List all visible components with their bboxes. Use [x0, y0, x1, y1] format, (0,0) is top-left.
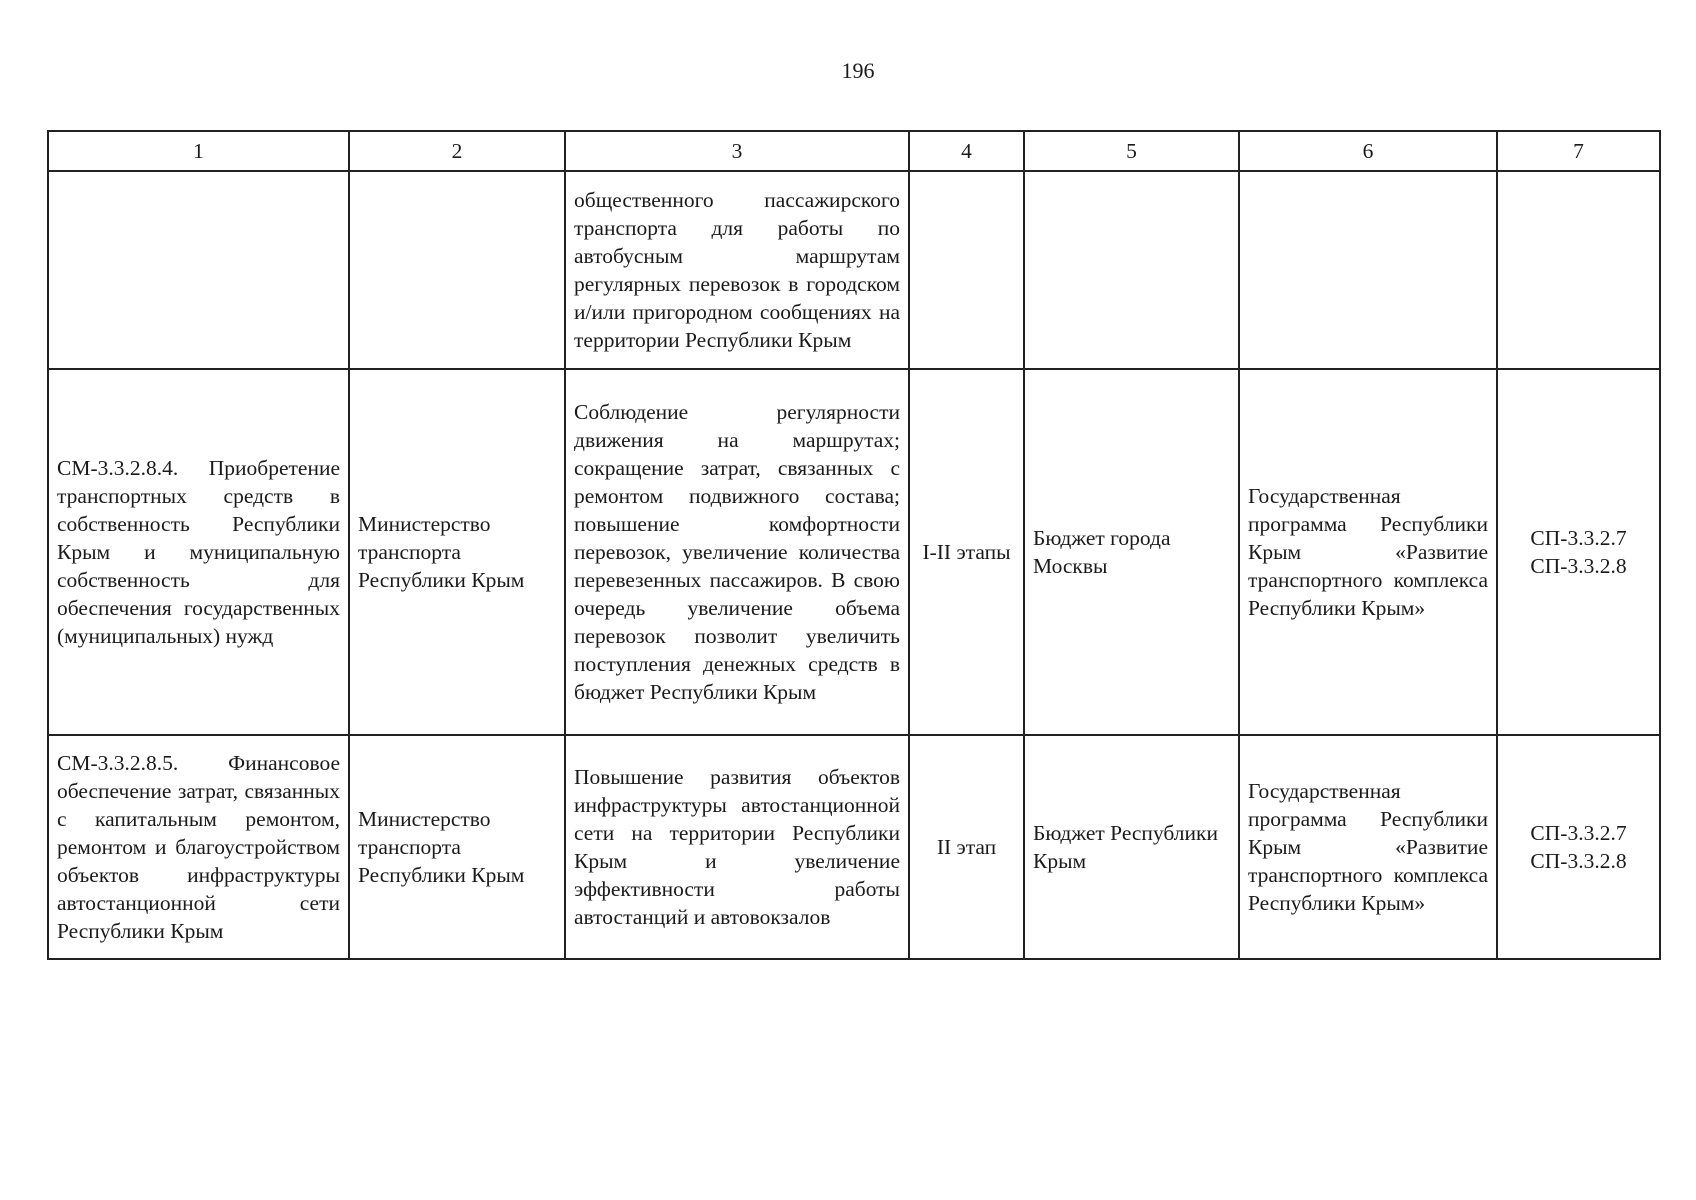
responsible-cell: Министерство транспорта Республики Крым [349, 369, 565, 735]
link-code: СП-3.3.2.7 [1530, 526, 1627, 550]
funding-source-cell: Бюджет города Москвы [1024, 369, 1239, 735]
column-number-1: 1 [48, 131, 349, 171]
responsible-cell [349, 171, 565, 369]
link-cell [1497, 735, 1660, 959]
stage-cell: I-II этапы [909, 369, 1024, 735]
expected-result-cell: Соблюдение регулярности движения на маршрутах; сокращение затрат, связанных с ремонтом подвижного состава; повышение комфортности перевозок, увеличение количества перевезенных пассажиров. В свою очередь увеличение объема перевозок позволит увеличить поступления денежных средств в бюджет Республики Крым [565, 369, 909, 735]
link-cell [1497, 369, 1660, 735]
measure-cell: СМ-3.3.2.8.4. Приобретение транспортных средств в собственность Республики Крым и муниципальную собственность для обеспечения государственных (муниципальных) нужд [48, 369, 349, 735]
funding-source-cell: Бюджет Республики Крым [1024, 735, 1239, 959]
program-cell: Государственная программа Республики Крым «Развитие транспортного комплекса Республики Крым» [1239, 369, 1497, 735]
column-number-row [48, 131, 1660, 171]
link-cell [1497, 171, 1660, 369]
stage-cell [909, 171, 1024, 369]
funding-source-cell [1024, 171, 1239, 369]
column-number-3: 3 [565, 131, 909, 171]
column-number-4: 4 [909, 131, 1024, 171]
table-row [48, 369, 1660, 735]
link-code: СП-3.3.2.7 [1530, 821, 1627, 845]
expected-result-cell: общественного пассажирского транспорта для работы по автобусным маршрутам регулярных перевозок в городском и/или пригородном сообщениях на территории Республики Крым [565, 171, 909, 369]
column-number-2: 2 [349, 131, 565, 171]
stage-cell: II этап [909, 735, 1024, 959]
measure-cell: СМ-3.3.2.8.5. Финансовое обеспечение затрат, связанных с капитальным ремонтом, ремонтом и благоустройством объектов инфраструктуры автостанционной сети Республики Крым [48, 735, 349, 959]
measures-table [47, 130, 1661, 960]
table-row [48, 171, 1660, 369]
responsible-cell: Министерство транспорта Республики Крым [349, 735, 565, 959]
page-number: 196 [841, 58, 875, 83]
measure-cell [48, 171, 349, 369]
link-code: СП-3.3.2.8 [1530, 849, 1627, 873]
column-number-7: 7 [1497, 131, 1660, 171]
program-cell [1239, 171, 1497, 369]
link-code: СП-3.3.2.8 [1530, 554, 1627, 578]
table-row [48, 735, 1660, 959]
program-cell: Государственная программа Республики Крым «Развитие транспортного комплекса Республики Крым» [1239, 735, 1497, 959]
column-number-5: 5 [1024, 131, 1239, 171]
column-number-6: 6 [1239, 131, 1497, 171]
expected-result-cell: Повышение развития объектов инфраструктуры автостанционной сети на территории Республики Крым и увеличение эффективности работы автостанций и автовокзалов [565, 735, 909, 959]
